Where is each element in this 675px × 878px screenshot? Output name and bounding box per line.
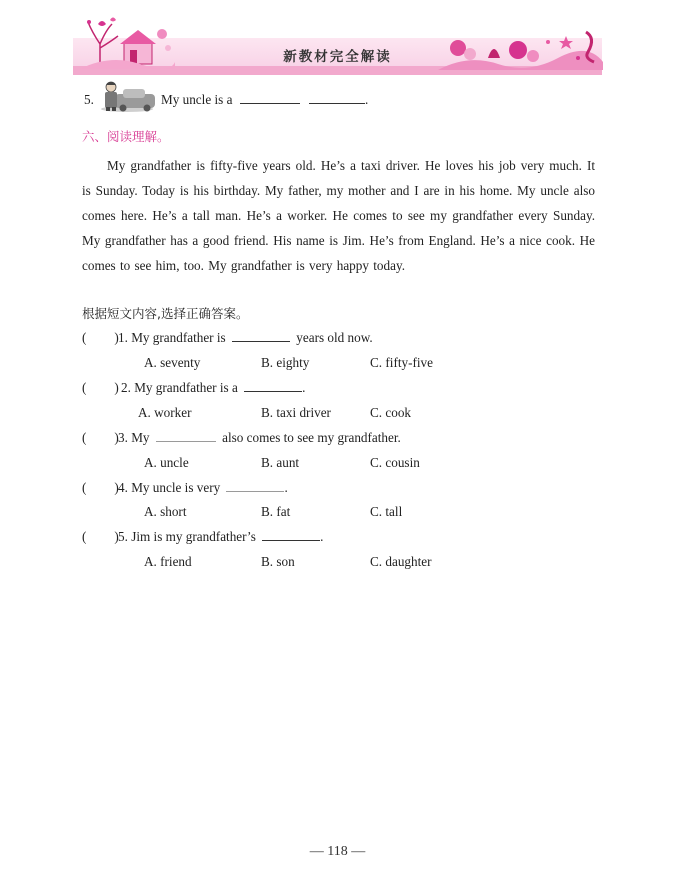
question-1-blank[interactable] xyxy=(232,329,290,342)
reading-passage: My grandfather is fifty-five years old. He’s a taxi driver. He loves his job very much. It is Sunday. Today is his birthday. My father, my mother and I are in his home. My uncle also comes here. He’s a tall man. He’s a worker. He comes to see my grandfather every Sunday. My grandfather has a good friend. His name is Jim. He’s from England. He’s a nice cook. He comes to see him, too. My grandfather is very happy today. xyxy=(82,158,595,273)
question-2-text: 2. My grandfather is a . xyxy=(121,380,306,395)
question-4-blank[interactable] xyxy=(226,479,284,492)
question-5-option-a[interactable]: A. friend xyxy=(144,554,192,569)
question-5-option-b[interactable]: B. son xyxy=(261,554,295,569)
question-2-option-b[interactable]: B. taxi driver xyxy=(261,405,331,420)
question-3-option-b[interactable]: B. aunt xyxy=(261,455,300,470)
question-5-text: 5. Jim is my grandfather’s . xyxy=(118,529,324,544)
answer-paren-4[interactable]: ( ) xyxy=(82,480,119,495)
question-2-option-a[interactable]: A. worker xyxy=(138,405,192,420)
question-3-blank[interactable] xyxy=(156,429,216,442)
section-heading: 六、阅读理解。 xyxy=(82,129,170,144)
q5-blank-2[interactable] xyxy=(309,91,365,104)
q5-sentence-prefix: My uncle is a xyxy=(161,92,233,107)
answer-paren-3[interactable]: ( ) xyxy=(82,430,119,445)
question-2-blank[interactable] xyxy=(244,379,302,392)
q5-sentence-suffix: . xyxy=(365,92,369,107)
question-1-option-c[interactable]: C. fifty-five xyxy=(370,355,433,370)
q5-blank-1[interactable] xyxy=(240,91,300,104)
answer-paren-2[interactable]: ( ) xyxy=(82,380,119,395)
q5-sentence xyxy=(161,91,368,109)
question-3-text: 3. My also comes to see my grandfather. xyxy=(118,430,401,445)
question-1-text: 1. My grandfather is years old now. xyxy=(118,330,373,345)
uncle-car-picture-icon xyxy=(101,80,155,112)
question-1-option-a[interactable]: A. seventy xyxy=(144,355,201,370)
question-5-blank[interactable] xyxy=(262,528,320,541)
question-3-option-a[interactable]: A. uncle xyxy=(144,455,189,470)
question-1-option-b[interactable]: B. eighty xyxy=(261,355,310,370)
instruction-text: 根据短文内容,选择正确答案。 xyxy=(82,306,249,321)
answer-paren-5[interactable]: ( ) xyxy=(82,529,119,544)
header-title: 新教材完全解读 xyxy=(283,49,392,65)
question-2-option-c[interactable]: C. cook xyxy=(370,405,412,420)
question-4-option-b[interactable]: B. fat xyxy=(261,504,291,519)
q5-number: 5. xyxy=(84,92,94,107)
question-3-option-c[interactable]: C. cousin xyxy=(370,455,420,470)
answer-paren-1[interactable]: ( ) xyxy=(82,330,119,345)
question-4-text: 4. My uncle is very . xyxy=(118,480,288,495)
page-number: — 118 — xyxy=(309,844,366,859)
question-5-option-c[interactable]: C. daughter xyxy=(370,554,432,569)
question-4-option-c[interactable]: C. tall xyxy=(370,504,403,519)
question-4-option-a[interactable]: A. short xyxy=(144,504,187,519)
